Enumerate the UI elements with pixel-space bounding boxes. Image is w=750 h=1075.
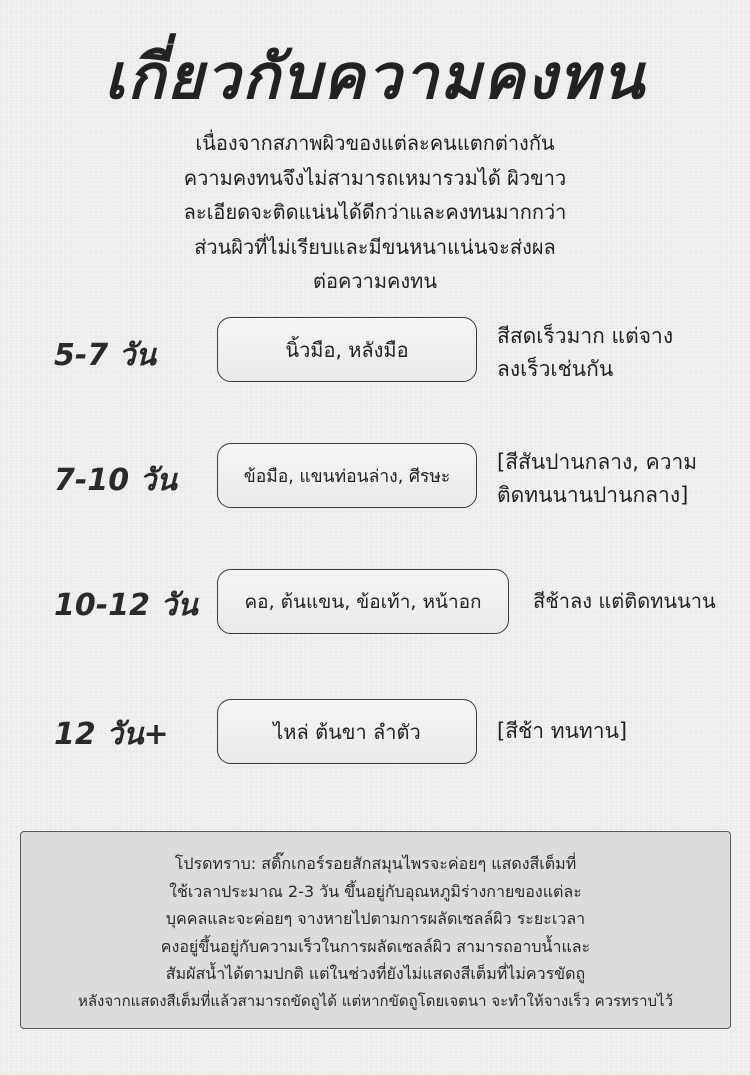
durability-description-3 — [533, 585, 716, 618]
body-area-box-4: ไหล่ ต้นขา ลำตัว — [217, 699, 477, 764]
intro-line: เนื่องจากสภาพผิวของแต่ละคนแตกต่างกัน — [195, 131, 555, 155]
duration-label-3: 10-12 วัน — [54, 588, 198, 623]
durability-description-1 — [497, 320, 673, 386]
duration-label-1: 5-7 วัน — [54, 338, 156, 373]
notice-line: ใช้เวลาประมาณ 2-3 วัน ขึ้นอยู่กับอุณหภูมิร่างกายของแต่ละ — [169, 881, 582, 901]
intro-line: ความคงทนจึงไม่สามารถเหมารวมได้ ผิวขาว — [183, 165, 567, 190]
description-line: ลงเร็วเช่นกัน — [497, 357, 614, 381]
duration-label-4: 12 วัน+ — [54, 717, 169, 752]
notice-line: โปรดทราบ: สติ๊กเกอร์รอยสักสมุนไพรจะค่อยๆ แสดงสีเต็มที่ — [174, 854, 577, 873]
intro-line: ส่วนผิวที่ไม่เรียบและมีขนหนาแน่นจะส่งผล — [194, 234, 556, 259]
intro-paragraph — [100, 126, 650, 299]
durability-description-4 — [497, 715, 627, 748]
notice-box — [20, 831, 731, 1029]
notice-line: สัมผัสน้ำได้ตามปกติ แต่ในช่วงที่ยังไม่แสดงสีเต็มที่ไม่ควรขัดถู — [165, 964, 586, 983]
description-line: สีสดเร็วมาก แต่จาง — [497, 324, 674, 348]
body-area-box-2: ข้อมือ, แขนท่อนล่าง, ศีรษะ — [217, 443, 477, 508]
duration-label-2: 7-10 วัน — [54, 463, 177, 498]
body-area-box-3: คอ, ต้นแขน, ข้อเท้า, หน้าอก — [217, 569, 509, 634]
body-area-box-1: นิ้วมือ, หลังมือ — [217, 317, 477, 382]
description-line: [สีสันปานกลาง, ความ — [497, 450, 698, 474]
durability-description-2 — [497, 446, 697, 512]
intro-line: ละเอียดจะติดแน่นได้ดีกว่าและคงทนมากกว่า — [183, 200, 567, 224]
intro-line: ต่อความคงทน — [312, 269, 438, 293]
description-line: [สีช้า ทนทาน] — [497, 719, 628, 743]
notice-line: หลังจากแสดงสีเต็มที่แล้วสามารถขัดถูได้ แต่หากขัดถูโดยเจตนา จะทำให้จางเร็ว ควรทราบไว้ — [77, 991, 674, 1010]
description-line: ติดทนนานปานกลาง] — [497, 483, 689, 507]
description-line: สีช้าลง แต่ติดทนนาน — [533, 589, 716, 613]
page-title: เกี่ยวกับความคงทน — [104, 40, 646, 113]
notice-line: คงอยู่ขึ้นอยู่กับความเร็วในการผลัดเซลล์ผิว สามารถอาบน้ำและ — [160, 936, 591, 956]
notice-line: บุคคลและจะค่อยๆ จางหายไปตามการผลัดเซลล์ผิว ระยะเวลา — [165, 909, 586, 928]
